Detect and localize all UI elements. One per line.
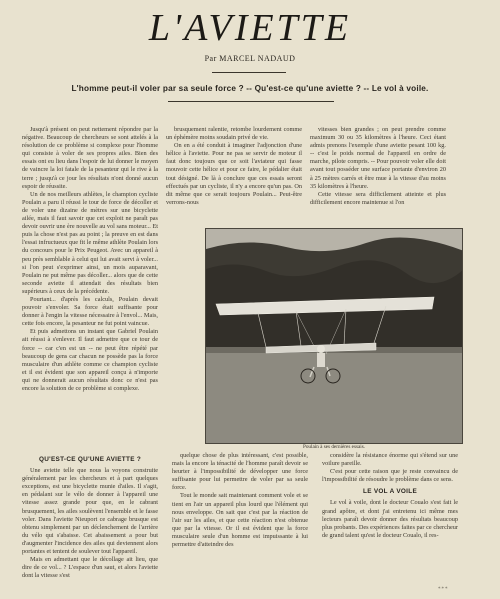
paragraph: On en a été conduit à imaginer l'adjonction d'une hélice à l'aviette. Pour ne pas se servir de moteur il faut donc toujours que ce soit l'aviateur qui fasse mouvoir cette hélice et pour ce faire, le pédalier était tout désigné. De là à conclure que ces essais seront effectués par un cycliste, il n'y a encore qu'un pas. On dit même que ce serait toujours Poulain... Peut-être verrons-nous [166, 142, 302, 206]
article-title: L'AVIETTE [148, 7, 352, 49]
column-1-top [22, 126, 158, 393]
paragraph: Et puis admettons un instant que Gabriel Poulain ait réussi à s'enlever. Il faut admettre que ce tour de force -- car c'en est un -- ne peut être répété par beaucoup de gens car chacun ne possède pas la force musculaire d'un athlète comme ce champion cycliste et il est évident que son appareil conçu à n'importe qui ne donnerait aucun résultats donc ce n'est pas encore la solution de ce problème si complexe. [22, 328, 158, 392]
photo-caption: Poulain à ses dernières essais. [302, 444, 366, 450]
paragraph: Une aviette telle que nous la voyons construite généralement par les chercheurs et à part quelques exceptions, est une bicyclette munie d'ailes. Il s'agit, en pédalant sur le vélo de donner à l'appareil une vitesse assez grande pour que, en le cabrant brusquement, les ailes soulèvent l'ensemble et le fasse voler. Dans l'aviette Nieuport ce cabrage brusque est obtenu simplement par un déclenchement de l'arrière du vélo qui s'abaisse. Cet abaissement a pour but d'augmenter l'incidence des ailes qui deviennent alors portantes et tentent de soulever tout l'appareil. [22, 467, 158, 556]
paragraph: brusquement ralentie, retombe lourdement comme un éphémère moins soudain privé de vie. [166, 126, 302, 142]
aviette-photograph [205, 228, 463, 444]
column-1-bottom [22, 452, 158, 580]
article-subtitle: L'homme peut-il voler par sa seule force ? -- Qu'est-ce qu'une aviette ? -- Le vol à voile. [71, 84, 429, 93]
paragraph: considère la résistance énorme qui s'étend sur une voilure pareille. [322, 452, 458, 468]
subtitle-divider [168, 101, 334, 102]
paragraph: Tout le monde sait maintenant comment vole et se tient en l'air un appareil plus lourd que l'élément qui nous enveloppe. On sait que c'est par la réaction de l'air sur les ailes, et que cette réaction n'est obtenue que par la vitesse. Or il est évident que la force musculaire seule d'un homme est impuissante à lui permettre d'atteindre des [172, 492, 308, 549]
paragraph: Pourtant... d'après les calculs, Poulain devait pouvoir s'envoler. Sa force était suffisante pour donner à l'engin la vitesse nécessaire à l'envol... Mais, cette fois encore, la pesanteur ne fut point vaincue. [22, 295, 158, 328]
paragraph: C'est pour cette raison que je reste convaincu de l'impossibilité de résoudre le problème dans ce sens. [322, 468, 458, 484]
paragraph: Le vol à voile, dont le docteur Coualo s'est fait le grand apôtre, et dont j'ai entretenu ici même mes lecteurs paraît devoir donner des résultats beaucoup plus probants. Des expériences faites par ce chercheur de grand talent qu'est le docteur Coualo, il res- [322, 499, 458, 539]
paragraph: Cette vitesse sera difficilement atteinte et plus difficilement encore maintenue si l'on [310, 190, 446, 206]
column-3-bottom [322, 452, 458, 540]
section-heading: LE VOL A VOILE [362, 488, 418, 496]
paragraph: Jusqu'à présent on peut nettement répondre par la négative. Beaucoup de chercheurs se sont attelés à la résolution de ce problème si complexe pour l'homme qui consiste à voler de ses propres ailes. Bien des essais ont eu lieu dans l'espoir de lui donner le moyen de vaincre la loi fatale de la pesanteur qui le rive à la terre ; jusqu'à ce jour les résultats n'ont donné aucun espoir de réussite. [22, 126, 158, 190]
paragraph: Mais en admettant que le décollage ait lieu, que dire de ce vol... ? L'espace d'un saut, et alors l'aviette dont la vitesse s'est [22, 556, 158, 580]
section-heading: QU'EST-CE QU'UNE AVIETTE ? [38, 456, 142, 463]
paragraph: Un de nos meilleurs athlètes, le champion cycliste Poulain a paru il réussi le tour de force de décoller et de voler une dizaine de mètres sur une bicyclette ailée, mais il faut savoir que cet exploit ne paraît pas devoir ouvrir une ère nouvelle au vol sans moteur... Et puis la chose n'est pas au point ; la preuve en est dans l'essai infructueux que fit le même athlète Poulain lors du concours pour le Prix Peugeot. Avec un appareil à peu près semblable à celui qui lui avait servi à voler... si l'on peut s'exprimer ainsi, un mois auparavant, Poulain ne put même pas décoller... alors que de cette seconde aviette il attendait des résultats bien supérieurs à ceux de la précédente. [22, 190, 158, 295]
paragraph: quelque chose de plus intéressant, c'est possible, mais la encore la ténacité de l'homme paraît devoir se heurter à l'impossibilité de développer une force suffisante pour lui permettre de voler par sa seule force. [172, 452, 308, 492]
page-ornament: *** [438, 586, 449, 592]
title-divider [212, 72, 286, 73]
article-byline: Par MARCEL NADAUD [204, 54, 296, 63]
column-2-top [166, 126, 302, 207]
column-3-top [310, 126, 446, 207]
column-2-bottom [172, 452, 308, 549]
paragraph: vitesses bien grandes ; on peut prendre comme maximum 30 ou 35 kilomètres à l'heure. Ceci étant admis prenons l'exemple d'une aviette pesant 100 kg. -- c'est le poids normal de l'appareil en ordre de marche, pilote compris. -- Pour pouvoir voler elle doit avant tout posséder une surface portante d'environ 20 à 25 mètres carrés et être mue à la vitesse d'au moins 35 kilomètres à l'heure. [310, 126, 446, 190]
aviette-photo-image [206, 229, 463, 444]
